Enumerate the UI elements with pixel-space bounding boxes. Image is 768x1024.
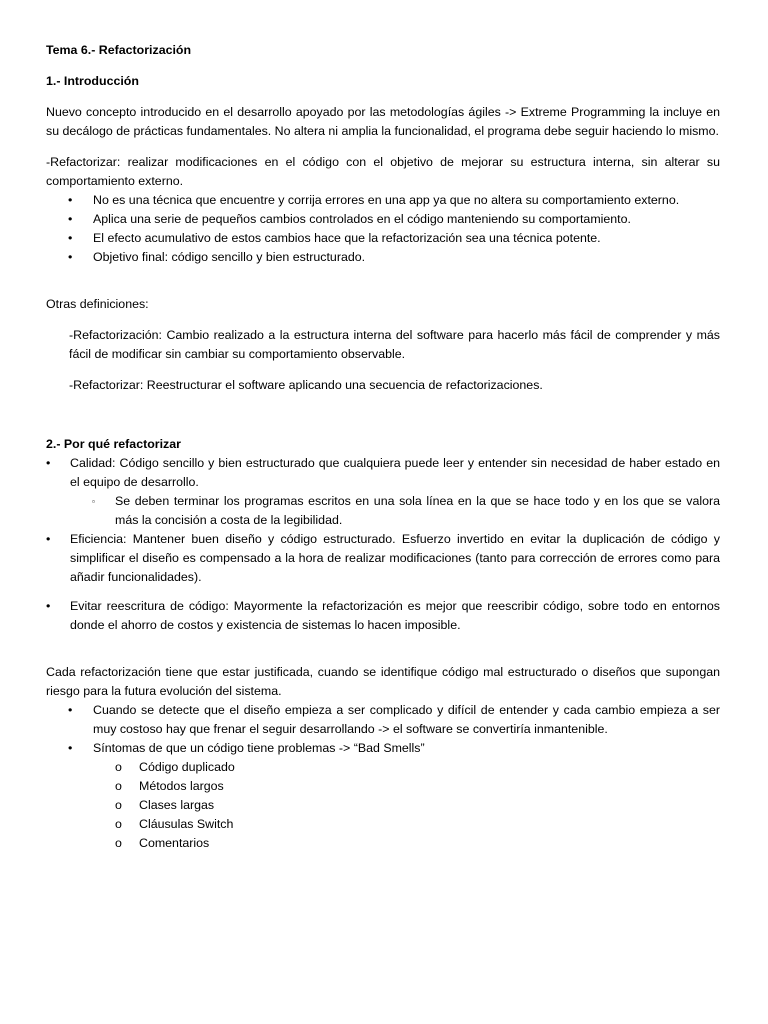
bullet-icon: • — [68, 193, 73, 207]
list-item: ▫ Se deben terminar los programas escritos en una sola línea en la que se hace todo y en los que se valora más la concisión a costa de la legibilidad. — [92, 494, 720, 527]
list-item: • Aplica una serie de pequeños cambios controlados en el código manteniendo su comportamiento. — [46, 210, 720, 229]
square-bullet-icon: ▫ — [92, 497, 95, 506]
section-heading-introduccion: 1.- Introducción — [46, 74, 139, 88]
circle-bullet-icon: o — [115, 760, 122, 774]
bullet-icon: • — [68, 231, 73, 245]
intro-paragraph: Nuevo concepto introducido en el desarrollo apoyado por las metodologías ágiles -> Extreme Programming la incluye en su decálogo de prácticas fundamentales. No altera ni amplia la funcionalidad, el programa debe seguir haciendo lo mismo. — [46, 105, 720, 138]
list-item: • Eficiencia: Mantener buen diseño y código estructurado. Esfuerzo invertido en evitar la duplicación de código y simplificar el diseño es compensado a la hora de realizar modificaciones (tanto para corrección de errores como para añadir funcionalidades). — [46, 532, 720, 584]
circle-bullet-icon: o — [115, 817, 122, 831]
list-item: o Comentarios — [46, 834, 720, 853]
list-item: • Evitar reescritura de código: Mayormente la refactorización es mejor que reescribir código, sobre todo en entornos donde el ahorro de costos y existencia de sistemas lo hacen imposible. — [46, 599, 720, 632]
document-body — [46, 41, 720, 853]
reasons-bullet-list-2 — [46, 530, 720, 635]
bullet-icon: • — [68, 703, 73, 717]
list-item: o Clases largas — [46, 796, 720, 815]
bad-smells-list — [46, 758, 720, 853]
document-title: Tema 6.- Refactorización — [46, 43, 192, 57]
bullet-icon: • — [68, 741, 73, 755]
circle-bullet-icon: o — [115, 798, 122, 812]
refactorizacion-definition: -Refactorización: Cambio realizado a la estructura interna del software para hacerlo más fácil de comprender y más fácil de modificar sin cambiar su comportamiento observable. — [69, 328, 720, 361]
refactorizar-definition: -Refactorizar: realizar modificaciones en el código con el objetivo de mejorar su estructura interna, sin alterar su comportamiento externo. — [46, 155, 720, 188]
list-item: o Cláusulas Switch — [46, 815, 720, 834]
bullet-icon: • — [46, 456, 51, 470]
intro-bullet-list — [46, 191, 720, 267]
refactorizar-definition-2: -Refactorizar: Reestructurar el software aplicando una secuencia de refactorizaciones. — [69, 378, 543, 392]
list-item: • Síntomas de que un código tiene problemas -> “Bad Smells” — [46, 739, 720, 758]
list-item: • No es una técnica que encuentre y corrija errores en una app ya que no altera su comportamiento externo. — [46, 191, 720, 210]
other-definitions-label: Otras definiciones: — [46, 297, 149, 311]
section-heading-por-que: 2.- Por qué refactorizar — [46, 437, 181, 451]
reasons-bullet-list — [46, 454, 720, 492]
quality-sub-list — [46, 492, 720, 530]
justification-paragraph: Cada refactorización tiene que estar justificada, cuando se identifique código mal estructurado o diseños que supongan riesgo para la futura evolución del sistema. — [46, 665, 720, 698]
list-item: o Código duplicado — [46, 758, 720, 777]
symptoms-bullet-list — [46, 701, 720, 758]
bullet-icon: • — [68, 212, 73, 226]
circle-bullet-icon: o — [115, 836, 122, 850]
list-item: • El efecto acumulativo de estos cambios hace que la refactorización sea una técnica potente. — [46, 229, 720, 248]
circle-bullet-icon: o — [115, 779, 122, 793]
list-item: • Cuando se detecte que el diseño empieza a ser complicado y difícil de entender y cada cambio empieza a ser muy costoso hay que frenar el seguir desarrollando -> el software se convertiría inmantenible. — [68, 703, 720, 736]
bullet-icon: • — [46, 532, 51, 546]
bullet-icon: • — [68, 250, 73, 264]
list-item: o Métodos largos — [46, 777, 720, 796]
list-item: • Objetivo final: código sencillo y bien estructurado. — [46, 248, 720, 267]
list-item: • Calidad: Código sencillo y bien estructurado que cualquiera puede leer y entender sin necesidad de haber estado en el equipo de desarrollo. — [46, 456, 720, 489]
bullet-icon: • — [46, 599, 51, 613]
